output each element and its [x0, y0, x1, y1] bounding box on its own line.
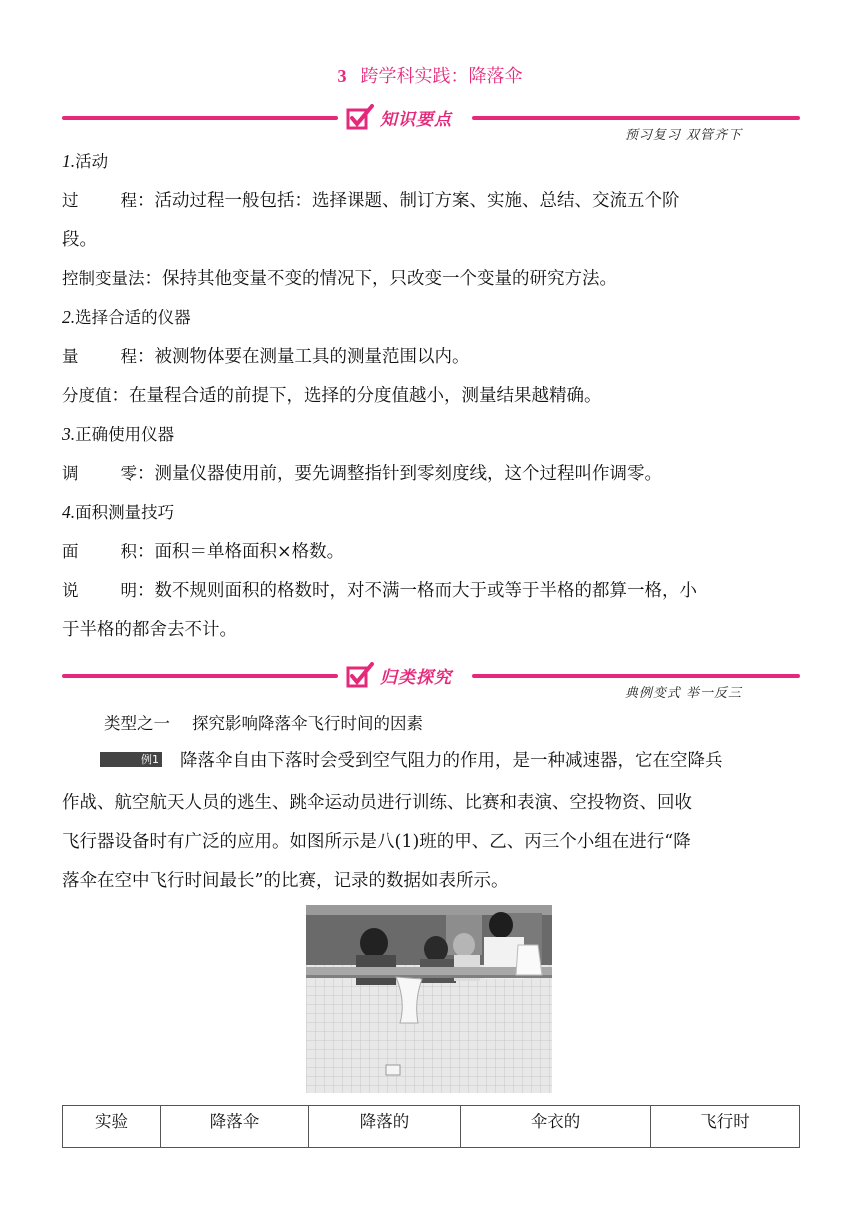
page-title	[0, 62, 860, 88]
banner-rule-left	[62, 116, 338, 120]
banner-subtitle: 预习复习 双管齐下	[624, 128, 742, 143]
table-header-cell: 飞行时	[651, 1106, 800, 1148]
checkbox-icon	[346, 662, 374, 688]
inquiry-badge	[346, 660, 466, 690]
data-table	[62, 1105, 800, 1148]
example-text-line3: 飞行器设备时有广泛的应用。如图所示是八(1)班的甲、乙、丙三个小组在进行“降	[62, 832, 691, 852]
paragraph-process: 过 程：活动过程一般包括：选择课题、制订方案、实施、总结、交流五个阶 段。	[62, 191, 680, 250]
paragraph-zero: 调 零：测量仪器使用前，要先调整指针到零刻度线，这个过程叫作调零。	[62, 464, 662, 484]
paragraph-range: 量 程：被测物体要在测量工具的测量范围以内。	[62, 347, 470, 367]
table-header-cell: 降落的	[309, 1106, 461, 1148]
banner-label: 知识要点	[380, 110, 452, 130]
banner-rule-right	[472, 116, 800, 120]
knowledge-badge	[346, 102, 466, 132]
banner-rule-left	[62, 674, 338, 678]
banner-rule-right	[472, 674, 800, 678]
heading-instrument: 2.选择合适的仪器	[62, 307, 191, 327]
table-header-cell: 伞衣的	[461, 1106, 651, 1148]
table-header-cell: 降落伞	[161, 1106, 309, 1148]
paragraph-area-formula: 面 积：面积＝单格面积×格数。	[62, 542, 345, 562]
parachute-contest-photo	[306, 905, 552, 1093]
heading-activity: 1.活动	[62, 151, 109, 171]
banner-label: 归类探究	[380, 668, 452, 688]
category-heading: 类型之一 探究影响降落伞飞行时间的因素	[104, 714, 423, 733]
paragraph-control-variable: 控制变量法：保持其他变量不变的情况下，只改变一个变量的研究方法。	[62, 269, 617, 289]
banner-subtitle: 典例变式 举一反三	[624, 686, 742, 701]
heading-area: 4.面积测量技巧	[62, 502, 175, 522]
inquiry-banner	[62, 660, 800, 700]
knowledge-banner	[62, 102, 800, 142]
heading-use: 3.正确使用仪器	[62, 424, 175, 444]
section-title: 跨学科实践：降落伞	[360, 66, 523, 87]
section-number: 3	[337, 66, 347, 86]
example-badge: 例1	[100, 752, 162, 767]
paragraph-division: 分度值：在量程合适的前提下，选择的分度值越小，测量结果越精确。	[62, 386, 602, 406]
example-text-line4: 落伞在空中飞行时间最长”的比赛，记录的数据如表所示。	[62, 871, 509, 891]
table-header-cell: 实验	[63, 1106, 161, 1148]
example-text-line2: 作战、航空航天人员的逃生、跳伞运动员进行训练、比赛和表演、空投物资、回收	[62, 793, 692, 813]
checkbox-icon	[346, 104, 374, 130]
table-header-row	[63, 1106, 800, 1148]
paragraph-explanation: 说 明：数不规则面积的格数时，对不满一格而大于或等于半格的都算一格，小 于半格的都舍去不计。	[62, 581, 697, 640]
example-text: 例1 降落伞自由下落时会受到空气阻力的作用，是一种减速器，它在空降兵	[62, 742, 798, 781]
